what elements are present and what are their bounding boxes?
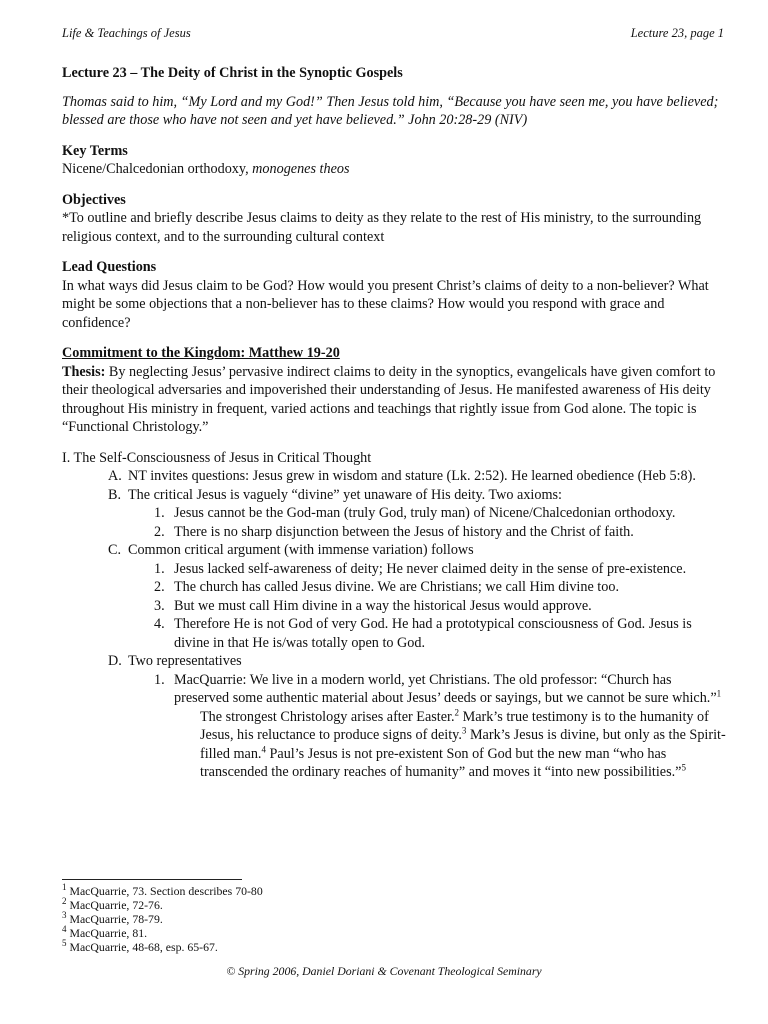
outline-item-B1 [154,504,730,523]
d1-para-a: The strongest Christology arises after Easter. [200,708,455,725]
footnote-1 [62,884,263,898]
outline-text-C4: Therefore He is not God of very God. He had a prototypical consciousness of God. Jesus is divine in that He is/was totally open to God. [174,616,692,651]
outline-item-C4 [154,615,730,652]
page-footer: © Spring 2006, Daniel Doriani & Covenant Theological Seminary [226,964,542,978]
outline-text-C2: The church has called Jesus divine. We are Christians; we call Him divine too. [174,579,619,595]
footnote-2 [62,898,263,912]
header-course-title: Life & Teachings of Jesus [62,26,191,40]
footnote-num: 3 [62,910,67,921]
thesis-label: Thesis: [62,363,106,380]
lead-questions-section [62,258,730,332]
footnote-text: MacQuarrie, 78-79. [66,912,163,926]
lead-questions-text: In what ways did Jesus claim to be God? How would you present Christ’s claims of deity to a non-believer? What might be some objections that a non-believer has to these claims? How would you respond with grace and confidence? [62,277,709,331]
header-page-number: Lecture 23, page 1 [630,26,724,40]
footnote-num: 2 [62,896,67,907]
footnote-ref-3[interactable]: 3 [461,725,467,736]
key-terms-italic: monogenes theos [252,161,350,177]
key-terms-plain: Nicene/Chalcedonian orthodoxy, [62,161,253,177]
outline-num-C4: 4. [154,616,165,632]
outline-label-B: B. [108,486,122,503]
lecture-title: Lecture 23 – The Deity of Christ in the Synoptic Gospels [62,65,403,81]
d1-para-d: Paul’s Jesus is not pre-existent Son of God but the new man “who has transcended the ordinary reaches of humanity” and moves it “into new possibilities.” [200,745,682,780]
commitment-heading: Commitment to the Kingdom: Matthew 19-20 [62,345,340,361]
outline-item-D1 [154,671,730,708]
outline-item-A [108,467,730,486]
key-terms-section [62,142,730,179]
footnote-num: 4 [62,924,67,935]
outline-item-C2 [154,578,730,597]
footnote-5 [62,940,263,954]
outline-item-C3 [154,597,730,616]
outline-num-B1: 1. [154,505,165,521]
footnote-ref-1[interactable]: 1 [716,688,722,699]
footnote-text: MacQuarrie, 48-68, esp. 65-67. [66,940,218,954]
outline-D1-paragraph [200,708,730,782]
outline-text-B: The critical Jesus is vaguely “divine” yet unaware of His deity. Two axioms: [128,486,562,503]
outline-text-C3: But we must call Him divine in a way the historical Jesus would approve. [174,597,592,614]
outline-text-B1: Jesus cannot be the God-man (truly God, truly man) of Nicene/Chalcedonian orthodoxy. [174,505,676,521]
outline-text-D1-body: MacQuarrie: We live in a modern world, yet Christians. The old professor: “Church has preserved some authentic material about Jesus’ deeds or sayings, but we cannot be sure which.” [174,671,717,706]
key-terms-text [62,160,730,179]
footnote-text: MacQuarrie, 81. [66,926,148,940]
footnote-num: 1 [62,882,67,893]
outline-label-A: A. [108,468,122,484]
outline-item-D [108,652,730,671]
footnote-ref-5[interactable]: 5 [681,762,686,773]
outline-num-C3: 3. [154,597,165,614]
footnote-ref-2[interactable]: 2 [454,706,460,717]
outline-text-D1 [174,671,730,708]
outline-num-B2: 2. [154,523,165,540]
key-terms-heading: Key Terms [62,142,128,159]
outline-item-I: I. The Self-Consciousness of Jesus in Critical Thought [62,449,372,466]
commitment-section [62,344,730,437]
footnote-ref-4[interactable]: 4 [261,743,266,754]
outline-text-A: NT invites questions: Jesus grew in wisdom and stature (Lk. 2:52). He learned obedience (Heb 5:8). [128,468,696,484]
outline-item-C1 [154,560,730,579]
lead-questions-heading: Lead Questions [62,259,157,275]
document-body [62,64,730,782]
footnote-divider [62,879,242,880]
footnote-4 [62,926,263,940]
outline-text-B2: There is no sharp disjunction between the Jesus of history and the Christ of faith. [174,523,634,540]
footnote-text: MacQuarrie, 72-76. [66,898,163,912]
objectives-text: *To outline and briefly describe Jesus claims to deity as they relate to the rest of His ministry, to the surrounding religious context, and to the surrounding cultural context [62,210,702,245]
outline-text-D: Two representatives [128,653,242,669]
d1-para-c: Mark’s Jesus is divine, but only as the Spirit-filled man. [200,727,726,762]
outline-item-B [108,486,730,505]
thesis-text: By neglecting Jesus’ pervasive indirect claims to deity in the synoptics, evangelicals have given comfort to their theological adversaries and impoverished their understanding of Jesus. He manifested awareness of His deity throughout His ministry in frequent, varied actions and teachings that rightly issue from God alone. The topic is “Functional Christology.” [62,363,716,435]
footnote-text: MacQuarrie, 73. Section describes 70-80 [66,884,263,898]
outline-text-C1: Jesus lacked self-awareness of deity; He never claimed deity in the sense of pre-existence. [174,560,687,577]
page-header [62,26,724,44]
outline [62,449,730,782]
d1-para-b: Mark’s true testimony is to the humanity of Jesus, his reluctance to produce signs of deity. [200,708,709,743]
outline-label-C: C. [108,542,122,558]
footnote-num: 5 [62,938,67,949]
outline-text-C: Common critical argument (with immense variation) follows [128,542,474,558]
outline-num-C2: 2. [154,579,165,595]
outline-item-C [108,541,730,560]
outline-item-B2 [154,523,730,542]
footnotes [62,884,263,954]
footnote-3 [62,912,263,926]
objectives-section [62,191,730,247]
thesis-paragraph [62,363,730,437]
epigraph-quote: Thomas said to him, “My Lord and my God!” Then Jesus told him, “Because you have seen me, you have believed; blessed are those who have not seen and yet have believed.” John 20:28-29 (NIV) [62,93,719,128]
objectives-heading: Objectives [62,191,126,208]
outline-label-D: D. [108,653,122,669]
outline-num-C1: 1. [154,560,165,577]
outline-num-D1: 1. [154,671,165,688]
